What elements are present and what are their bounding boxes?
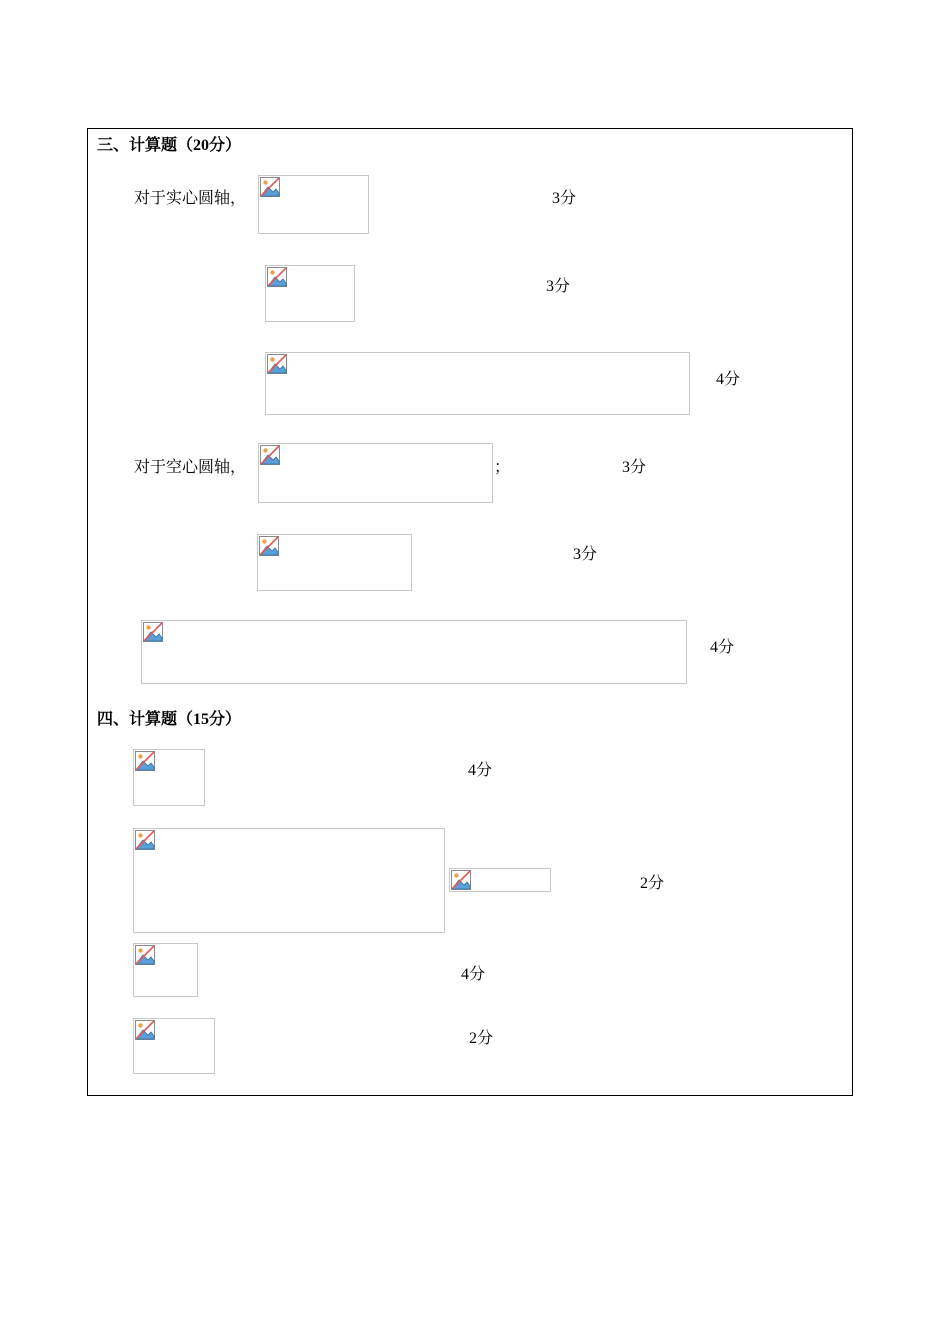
formula-image — [265, 265, 355, 322]
broken-image-icon — [134, 944, 156, 966]
score-label: 3分 — [622, 459, 647, 476]
score-label: 2分 — [640, 875, 665, 892]
score-label: 4分 — [716, 371, 741, 388]
section-3-heading: 三、计算题（20分） — [97, 137, 242, 154]
score-label: 4分 — [468, 762, 493, 779]
score-label: 3分 — [546, 278, 571, 295]
broken-image-icon — [134, 1019, 156, 1041]
answer-sheet-frame — [87, 128, 853, 1096]
formula-image — [258, 175, 369, 234]
broken-image-icon — [258, 535, 280, 557]
broken-image-icon — [450, 869, 472, 891]
formula-image — [133, 828, 445, 933]
score-label: 3分 — [573, 546, 598, 563]
score-label: 4分 — [461, 966, 486, 983]
formula-image — [133, 1018, 215, 1074]
formula-image — [265, 352, 690, 415]
solid-shaft-label: 对于实心圆轴， — [134, 190, 247, 207]
formula-image — [258, 443, 493, 503]
section-4-heading: 四、计算题（15分） — [97, 711, 242, 728]
broken-image-icon — [259, 176, 281, 198]
broken-image-icon — [266, 266, 288, 288]
broken-image-icon — [259, 444, 281, 466]
hollow-shaft-label: 对于空心圆轴， — [134, 459, 247, 476]
score-label: 4分 — [710, 639, 735, 656]
broken-image-icon — [134, 829, 156, 851]
broken-image-icon — [134, 750, 156, 772]
score-label: 3分 — [552, 190, 577, 207]
formula-image — [133, 749, 205, 806]
broken-image-icon — [266, 353, 288, 375]
formula-image — [257, 534, 412, 591]
broken-image-icon — [142, 621, 164, 643]
formula-image — [133, 943, 198, 997]
semicolon-text: ； — [494, 459, 511, 476]
formula-image — [141, 620, 687, 684]
score-label: 2分 — [469, 1030, 494, 1047]
formula-image — [449, 868, 551, 892]
